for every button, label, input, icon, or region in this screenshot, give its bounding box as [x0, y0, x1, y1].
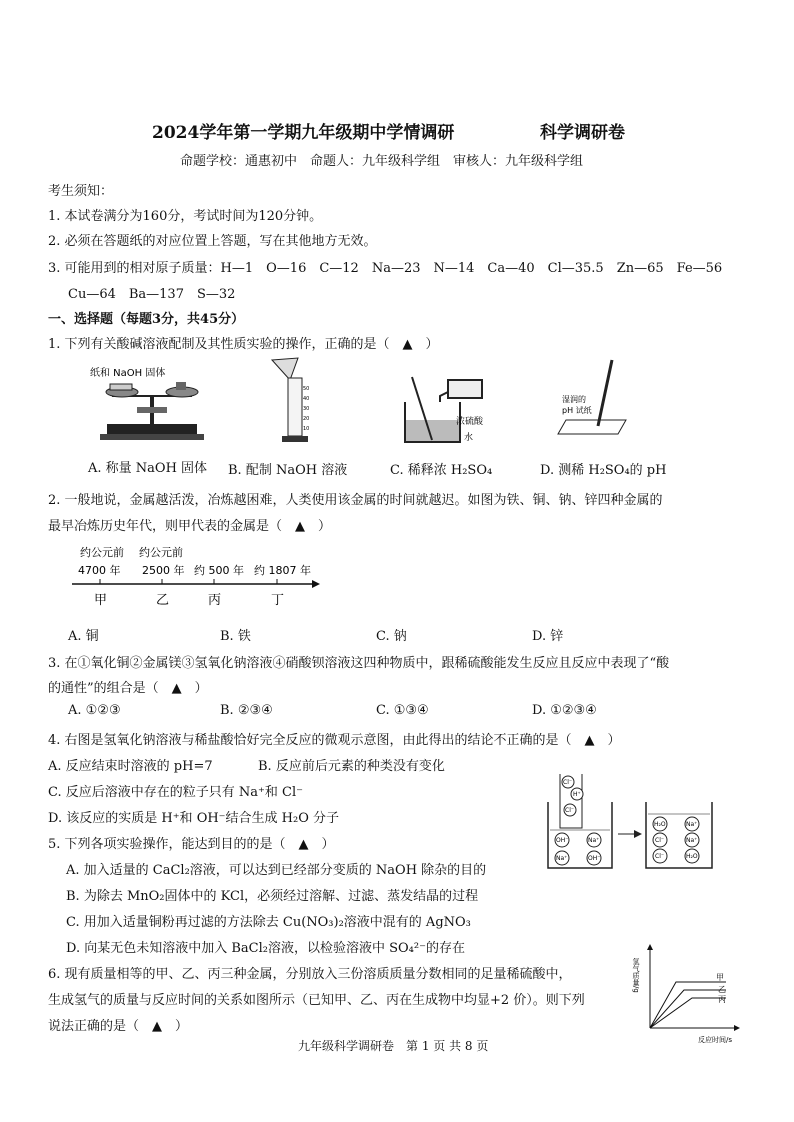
notice-heading: 考生须知： [48, 184, 114, 199]
dilution-figure [400, 372, 500, 447]
ph-label: pH 试纸 [562, 406, 592, 415]
notice-item: Cu—64 Ba—137 S—32 [68, 287, 236, 302]
svg-text:Cl⁻: Cl⁻ [655, 853, 665, 860]
option: D. 锌 [532, 629, 564, 644]
page-footer: 九年级科学调研卷 第 1 页 共 8 页 [298, 1039, 489, 1053]
svg-text:乙: 乙 [718, 985, 726, 994]
hydrogen-time-graph [632, 942, 746, 1046]
svg-text:H⁺: H⁺ [573, 791, 581, 798]
question-stem: 说法正确的是（ ▲ ） [48, 1019, 188, 1034]
notice-item: 3. 可能用到的相对原子质量：H—1 O—16 C—12 Na—23 N—14 Ca—40 Cl—35.5 Zn—65 Fe—56 [48, 261, 723, 276]
svg-text:Na⁺: Na⁺ [686, 837, 698, 844]
cylinder-figure [270, 356, 320, 446]
section-heading: 一、选择题（每题3分，共45分） [48, 312, 245, 327]
graph-ylabel: 氢气质量/g [632, 958, 640, 993]
option: B. 铁 [220, 629, 251, 644]
svg-text:30: 30 [303, 406, 310, 412]
svg-text:4700 年: 4700 年 [78, 564, 121, 577]
svg-text:丁: 丁 [271, 593, 285, 608]
svg-text:丙: 丙 [208, 593, 222, 608]
svg-text:Na⁺: Na⁺ [556, 855, 568, 862]
svg-text:甲: 甲 [716, 973, 724, 982]
option: A. ①②③ [68, 703, 121, 718]
subtitle: 命题学校：通惠初中 命题人：九年级科学组 审核人：九年级科学组 [180, 154, 584, 169]
option: C. 反应后溶液中存在的粒子只有 Na⁺和 Cl⁻ [48, 785, 303, 800]
option: D. 该反应的实质是 H⁺和 OH⁻结合生成 H₂O 分子 [48, 811, 340, 826]
question-stem: 2. 一般地说，金属越活泼，冶炼越困难，人类使用该金属的时间就越迟。如图为铁、铜、钠、锌四种金属的 [48, 493, 663, 508]
option: B. 为除去 MnO₂固体中的 KCl，必须经过溶解、过滤、蒸发结晶的过程 [66, 889, 479, 904]
svg-text:Cl⁻: Cl⁻ [563, 779, 573, 786]
svg-text:甲: 甲 [94, 593, 108, 608]
svg-text:H₂O: H₂O [654, 821, 666, 828]
option-label: C. 稀释浓 H₂SO₄ [390, 463, 493, 478]
reaction-micro-diagram [540, 768, 740, 874]
svg-text:丙: 丙 [718, 995, 726, 1004]
question-stem: 3. 在①氧化铜②金属镁③氢氧化钠溶液④硝酸钡溶液这四种物质中，跟稀硫酸能发生反应且反应中表现了“酸 [48, 656, 670, 671]
svg-text:Na⁺: Na⁺ [686, 821, 698, 828]
option: A. 铜 [68, 629, 99, 644]
notice-item: 2. 必须在答题纸的对应位置上答题，写在其他地方无效。 [48, 234, 377, 249]
page-title-right: 科学调研卷 [540, 123, 625, 143]
ph-label: 湿润的 [562, 395, 586, 404]
svg-text:约公元前: 约公元前 [80, 546, 124, 559]
acid-label: 浓硫酸 [456, 417, 484, 427]
svg-text:Na⁺: Na⁺ [588, 837, 600, 844]
option: B. ②③④ [220, 703, 273, 718]
question-stem: 1. 下列有关酸碱溶液配制及其性质实验的操作，正确的是（ ▲ ） [48, 337, 439, 352]
option-label: A. 称量 NaOH 固体 [88, 461, 208, 476]
svg-text:约 1807 年: 约 1807 年 [254, 564, 311, 577]
option: A. 加入适量的 CaCl₂溶液，可以达到已经部分变质的 NaOH 除杂的目的 [66, 863, 487, 878]
option: D. ①②③④ [532, 703, 597, 718]
svg-text:20: 20 [303, 416, 310, 422]
svg-text:约 500 年: 约 500 年 [194, 564, 244, 577]
question-stem: 生成氢气的质量与反应时间的关系如图所示（已知甲、乙、丙在生成物中均显+2 价）。则下列 [48, 993, 585, 1008]
svg-text:50: 50 [303, 386, 310, 392]
question-stem: 的通性”的组合是（ ▲ ） [48, 681, 208, 696]
option-label: D. 测稀 H₂SO₄的 pH [540, 463, 667, 478]
option: A. 反应结束时溶液的 pH=7 [48, 759, 213, 774]
option: C. ①③④ [376, 703, 429, 718]
svg-text:10: 10 [303, 426, 310, 432]
page-title: 2024学年第一学期九年级期中学情调研 [152, 123, 455, 143]
svg-text:乙: 乙 [156, 593, 170, 608]
svg-text:2500 年: 2500 年 [142, 564, 185, 577]
history-timeline [72, 544, 322, 610]
balance-label: 纸和 NaOH 固体 [90, 368, 166, 379]
question-stem: 5. 下列各项实验操作，能达到目的的是（ ▲ ） [48, 837, 335, 852]
notice-item: 1. 本试卷满分为160分，考试时间为120分钟。 [48, 209, 323, 224]
option: D. 向某无色未知溶液中加入 BaCl₂溶液，以检验溶液中 SO₄²⁻的存在 [66, 941, 465, 956]
svg-text:Cl⁻: Cl⁻ [565, 807, 575, 814]
svg-text:OH⁻: OH⁻ [588, 855, 601, 862]
option: B. 反应前后元素的种类没有变化 [258, 759, 445, 774]
option: C. 用加入适量铜粉再过滤的方法除去 Cu(NO₃)₂溶液中混有的 AgNO₃ [66, 915, 471, 930]
svg-text:约公元前: 约公元前 [139, 546, 183, 559]
svg-text:40: 40 [303, 396, 310, 402]
svg-text:H₂O: H₂O [686, 853, 698, 860]
svg-text:Cl⁻: Cl⁻ [655, 837, 665, 844]
balance-figure [82, 362, 212, 444]
option: C. 钠 [376, 629, 407, 644]
option-label: B. 配制 NaOH 溶液 [228, 463, 348, 478]
ph-paper-figure [556, 358, 636, 438]
svg-text:OH⁻: OH⁻ [556, 837, 569, 844]
graph-xlabel: 反应时间/s [698, 1036, 733, 1044]
water-label: 水 [464, 433, 474, 443]
question-stem: 4. 右图是氢氧化钠溶液与稀盐酸恰好完全反应的微观示意图，由此得出的结论不正确的是（ ▲ ） [48, 733, 621, 748]
question-stem: 最早冶炼历史年代，则甲代表的金属是（ ▲ ） [48, 519, 331, 534]
question-stem: 6. 现有质量相等的甲、乙、丙三种金属，分别放入三份溶质质量分数相同的足量稀硫酸中， [48, 967, 572, 982]
